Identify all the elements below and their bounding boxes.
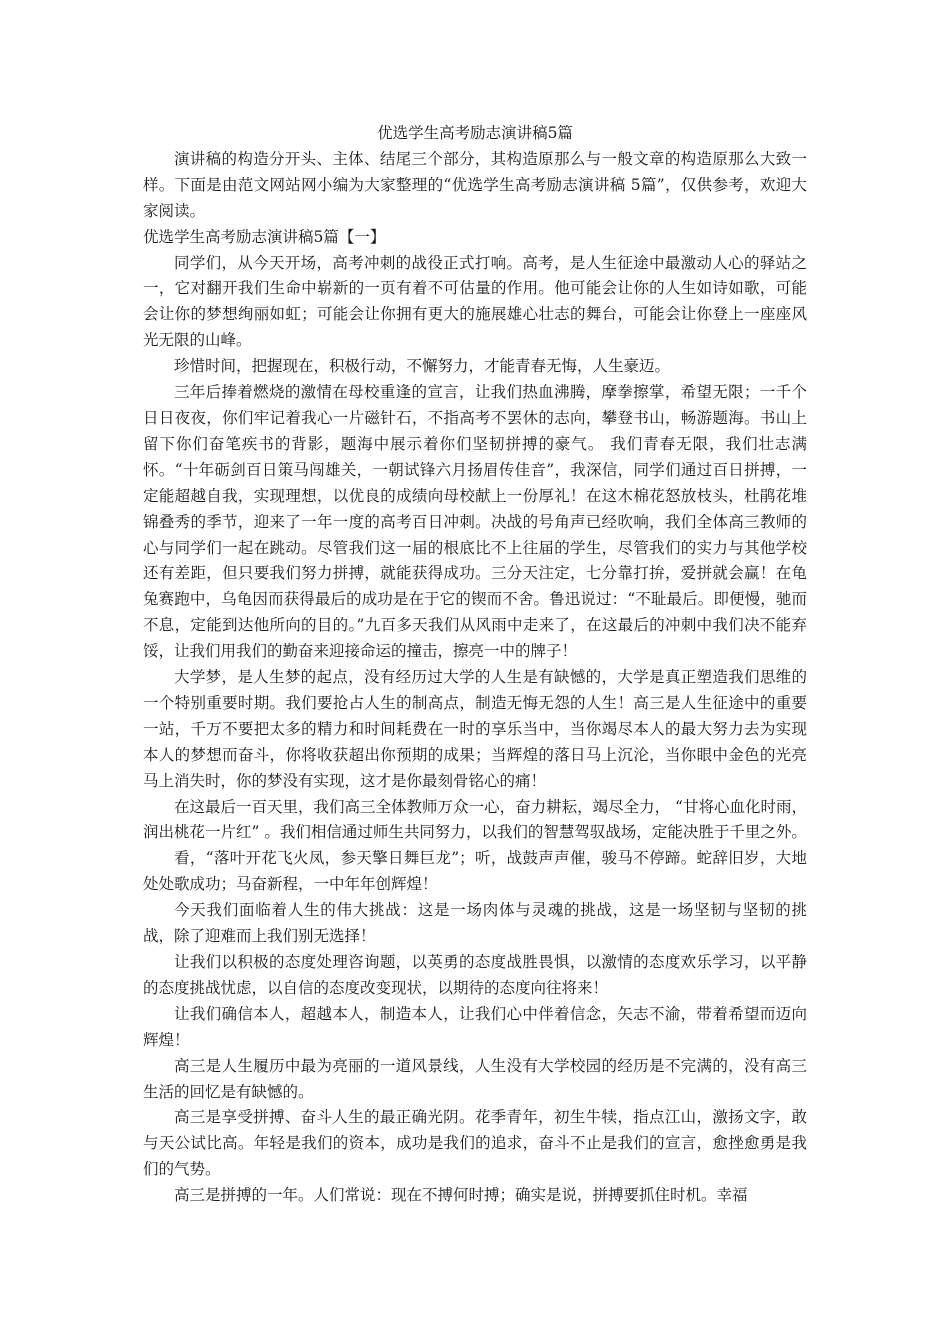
body-paragraph: 大学梦，是人生梦的起点，没有经历过大学的人生是有缺憾的，大学是真正塑造我们思维的一个特别重要时期。我们要抢占人生的制高点，制造无悔无怨的人生！高三是人生征途中的重要一站，千万不要把太多的精力和时间耗费在一时的享乐当中，当你竭尽本人的最大努力去为实现本人的梦想而奋斗，你将收获超出你预期的成果；当辉煌的落日马上沉沦，当你眼中金色的光亮马上消失时，你的梦没有实现，这才是你最刻骨铭心的痛！: [143, 668, 807, 790]
body-paragraph: 珍惜时间，把握现在，积极行动，不懈努力，才能青春无悔，人生豪迈。: [174, 357, 671, 376]
body-paragraph: 在这最后一百天里，我们高三全体教师万众一心，奋力耕耘，竭尽全力， “甘将心血化时雨，润出桃花一片红” 。我们相信通过师生共同努力，以我们的智慧驾驭战场，定能决胜于千里之外。: [143, 797, 807, 842]
body-paragraph: 高三是享受拼搏、奋斗人生的最正确光阴。花季青年，初生牛犊，指点江山，激扬文字，敢与天公试比高。年轻是我们的资本，成功是我们的追求，奋斗不止是我们的宣言，愈挫愈勇是我们的气势。: [143, 1108, 807, 1179]
body-paragraph: 同学们，从今天开场，高考冲刺的战役正式打响。高考，是人生征途中最激动人心的驿站之一，它对翻开我们生命中崭新的一页有着不可估量的作用。他可能会让你的人生如诗如歌，可能会让你的梦想绚丽如虹；可能会让你拥有更大的施展雄心壮志的舞台，可能会让你登上一座座风光无限的山峰。: [143, 253, 807, 350]
body-paragraph: 三年后捧着燃烧的激情在母校重逢的宣言，让我们热血沸腾，摩拳擦掌，希望无限；一千个日日夜夜，你们牢记着我心一片磁针石，不指高考不罢休的志向，攀登书山，畅游题海。书山上留下你们奋笔疾书的背影，题海中展示着你们坚韧拼搏的豪气。 我们青春无限，我们壮志满怀。“十年砺剑百日策马闯雄关，一朝试锋六月扬眉传佳音”，我深信，同学们通过百日拼搏，一定能超越自我，实现理想，以优良的成绩向母校献上一份厚礼！在这木棉花怒放枝头，杜鹃花堆锦叠秀的季节，迎来了一年一度的高考百日冲刺。决战的号角声已经吹响，我们全体高三教师的心与同学们一起在跳动。尽管我们这一届的根底比不上往届的学生，尽管我们的实力与其他学校还有差距，但只要我们努力拼搏，就能获得成功。三分天注定，七分靠打拚，爱拼就会赢！在龟兔赛跑中，乌龟因而获得最后的成功是在于它的锲而不舍。鲁迅说过：“不耻最后。即便慢，驰而不息，定能到达他所向的目的。”九百多天我们从风雨中走来了，在这最后的冲刺中我们决不能弃馁，让我们用我们的勤奋来迎接命运的撞击，擦亮一中的牌子！: [143, 383, 807, 661]
document-title: 优选学生高考励志演讲稿5篇: [377, 124, 573, 142]
body-paragraph: 让我们确信本人，超越本人，制造本人，让我们心中伴着信念，矢志不渝，带着希望而迈向辉煌！: [143, 1004, 807, 1049]
intro-paragraph: 演讲稿的构造分开头、主体、结尾三个部分，其构造原那么与一般文章的构造原那么大致一样。下面是由范文网站网小编为大家整理的“优选学生高考励志演讲稿 5篇”，仅供参考，欢迎大家阅读。: [143, 149, 807, 220]
section-heading: 优选学生高考励志演讲稿5篇【一】: [143, 227, 386, 246]
body-paragraph: 高三是拼搏的一年。人们常说：现在不搏何时搏；确实是说，拼搏要抓住时机。幸福: [174, 1186, 748, 1205]
body-paragraph: 今天我们面临着人生的伟大挑战：这是一场肉体与灵魂的挑战，这是一场坚韧与坚韧的挑战，除了迎难而上我们别无选择！: [143, 901, 807, 946]
document-page: [143, 121, 807, 1209]
body-paragraph: 让我们以积极的态度处理咨询题，以英勇的态度战胜畏惧，以激情的态度欢乐学习，以平静的态度挑战忧虑，以自信的态度改变现状，以期待的态度向往将来！: [143, 953, 807, 997]
body-paragraph: 高三是人生履历中最为亮丽的一道风景线，人生没有大学校园的经历是不完满的，没有高三生活的回忆是有缺憾的。: [143, 1056, 807, 1101]
body-paragraph: 看，“落叶开花飞火凤，参天擎日舞巨龙”；听，战鼓声声催，骏马不停蹄。蛇辞旧岁，大地处处歌成功；马奋新程，一中年年创辉煌！: [143, 849, 807, 894]
